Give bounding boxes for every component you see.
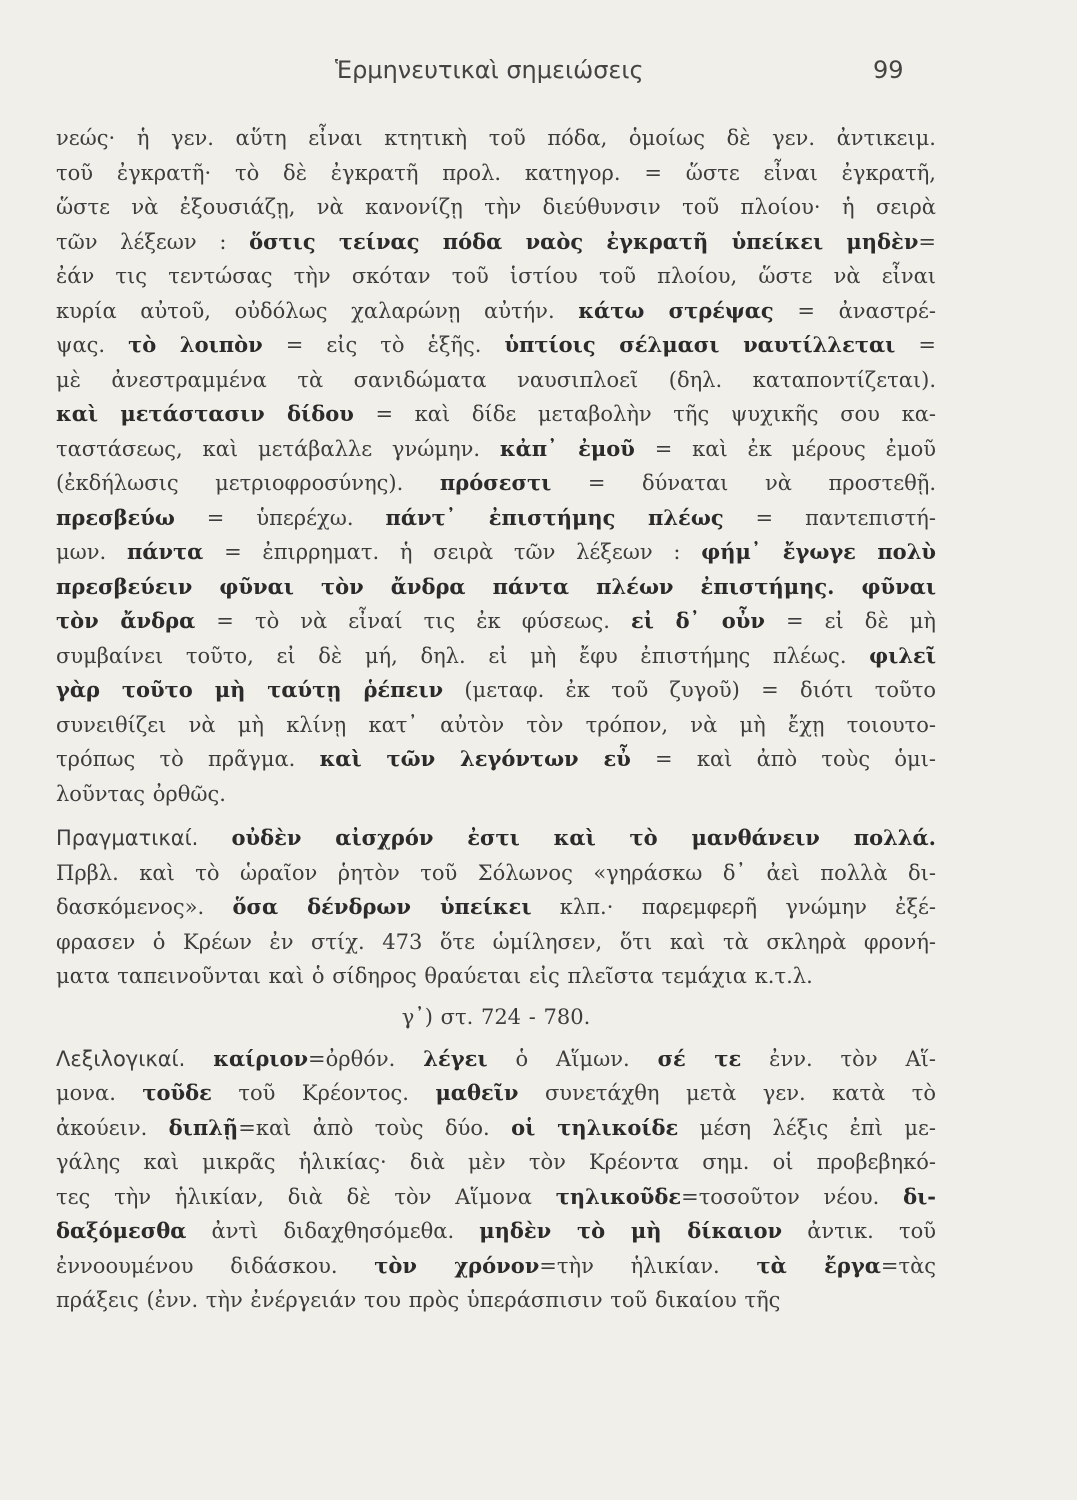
- running-title: Ἑρμηνευτικαὶ σημειώσεις: [335, 56, 644, 84]
- lemma-term: τὸν ἄνδρα: [56, 608, 196, 633]
- text-segment: μων.: [56, 540, 127, 564]
- text-segment: = ἐπιρρηματ. ἡ σειρὰ τῶν λέξεων :: [203, 540, 702, 564]
- lemma-term: οὐδὲν αἰσχρόν ἐστι καὶ τὸ μανθάνειν πολλά.: [231, 825, 936, 850]
- text-line: [56, 1111, 936, 1146]
- text-line: [56, 397, 936, 432]
- text-segment: μὲ ἀνεστραμμένα τὰ σανιδώματα ναυσιπλοεῖ (δηλ. καταποντίζεται).: [56, 367, 936, 392]
- text-segment: (ἐκδήλωσις μετριοφροσύνης).: [56, 471, 440, 495]
- lemma-term: τὸ λοιπὸν: [128, 332, 263, 357]
- page-number: 99: [873, 56, 904, 84]
- lemma-term: πρεσβεύειν φῦναι τὸν ἄνδρα πάντα πλέων ἐπιστήμης. φῦναι: [56, 573, 936, 599]
- text-line: [56, 121, 936, 156]
- lemma-term: καὶ μετάστασιν δίδου: [56, 401, 354, 426]
- text-line: [56, 190, 936, 225]
- text-line: [56, 1145, 936, 1180]
- text-line: [56, 363, 936, 398]
- text-segment: = ἀναστρέ-: [773, 298, 936, 323]
- text-line: [56, 777, 936, 812]
- text-segment: συμβαίνει τοῦτο, εἰ δὲ μή, δηλ. εἰ μὴ ἔφυ ἐπιστήμης πλέως.: [56, 643, 870, 668]
- text-segment: Λεξιλογικαί.: [56, 1046, 214, 1071]
- lemma-term: καὶ τῶν λεγόντων εὖ: [319, 746, 631, 771]
- lemma-term: φιλεῖ: [869, 642, 936, 668]
- lemma-term: διπλῇ: [168, 1114, 239, 1140]
- text-line: [56, 604, 936, 639]
- text-segment: =τὴν ἡλικίαν.: [539, 1253, 757, 1278]
- text-segment: συνετάχθη μετὰ γεν. κατὰ τὸ: [518, 1081, 936, 1105]
- text-line: [56, 1042, 936, 1077]
- text-line: [56, 432, 936, 467]
- text-line: [56, 959, 936, 994]
- text-segment: = εἰ δὲ μὴ: [764, 609, 936, 633]
- lemma-term: ὅσα δένδρων ὑπείκει: [232, 894, 532, 919]
- lemma-term: σέ τε: [657, 1045, 742, 1071]
- text-line: [56, 1180, 936, 1215]
- lemma-term: μαθεῖν: [435, 1080, 519, 1105]
- text-line: [56, 294, 936, 329]
- text-segment: =: [918, 229, 936, 254]
- text-segment: πράξεις (ἐνν. τὴν ἐνέργειάν του πρὸς ὑπεράσπισιν τοῦ δικαίου τῆς: [56, 1288, 781, 1312]
- section-heading: γ᾽) στ. 724 - 780.: [401, 1004, 591, 1029]
- text-segment: λοῦντας ὀρθῶς.: [56, 781, 226, 806]
- paragraph-commentary: [56, 121, 936, 811]
- text-line: [56, 742, 936, 777]
- lemma-term: λέγει: [423, 1045, 488, 1071]
- text-segment: ματα ταπεινοῦνται καὶ ὁ σίδηρος θραύεται εἰς πλεῖστα τεμάχια κ.τ.λ.: [56, 964, 813, 988]
- text-line: [56, 925, 936, 960]
- text-line: [56, 1076, 936, 1111]
- text-segment: νεώς· ἡ γεν. αὕτη εἶναι κτητικὴ τοῦ πόδα, ὁμοίως δὲ γεν. ἀντικειμ.: [56, 126, 936, 150]
- text-segment: =τοσοῦτον νέου.: [681, 1184, 904, 1209]
- text-segment: = καὶ ἀπὸ τοὺς ὁμι-: [630, 747, 936, 771]
- text-segment: =: [895, 333, 936, 357]
- text-segment: κλπ.· παρεμφερῆ γνώμην ἐξέ-: [531, 895, 936, 919]
- lemma-term: ὅστις τείνας πόδα ναὸς ἐγκρατῆ ὑπείκει μηδὲν: [249, 228, 919, 254]
- paragraph-pragmatikai: [56, 821, 936, 994]
- text-segment: δασκόμενος».: [56, 895, 233, 919]
- text-line: [56, 535, 936, 570]
- text-segment: = καὶ ἐκ μέρους ἐμοῦ: [634, 436, 936, 461]
- text-segment: =τὰς: [880, 1253, 936, 1278]
- text-segment: ἐννοουμένου διδάσκου.: [56, 1253, 375, 1278]
- text-line: [56, 225, 936, 260]
- lemma-term: κἀπ᾽ ἐμοῦ: [499, 435, 635, 461]
- text-segment: Πρβλ. καὶ τὸ ὡραῖον ῥητὸν τοῦ Σόλωνος «γηράσκω δ᾽ ἀεὶ πολλὰ δι-: [56, 860, 936, 885]
- text-segment: συνειθίζει νὰ μὴ κλίνῃ κατ᾽ αὐτὸν τὸν τρόπον, νὰ μὴ ἔχῃ τοιουτο-: [56, 712, 936, 737]
- lemma-term: πρεσβεύω: [56, 504, 175, 530]
- text-segment: τρόπως τὸ πρᾶγμα.: [56, 747, 320, 771]
- text-line: [56, 570, 936, 605]
- text-segment: = τὸ νὰ εἶναί τις ἐκ φύσεως.: [195, 609, 631, 633]
- text-line: [56, 156, 936, 191]
- body-text: [56, 121, 936, 1318]
- text-segment: ὥστε νὰ ἐξουσιάζῃ, νὰ κανονίζῃ τὴν διεύθυνσιν τοῦ πλοίου· ἡ σειρὰ: [56, 195, 936, 219]
- text-segment: ὁ Αἵμων.: [487, 1046, 658, 1071]
- lemma-term: πάντ᾽ ἐπιστήμης πλέως: [385, 504, 724, 530]
- text-segment: φρασεν ὁ Κρέων ἐν στίχ. 473 ὅτε ὡμίλησεν, ὅτι καὶ τὰ σκληρὰ φρονή-: [56, 929, 936, 954]
- lemma-term: καίριον: [213, 1045, 309, 1071]
- lemma-term: φήμ᾽ ἔγωγε πολὺ: [701, 539, 936, 564]
- text-line: [56, 890, 936, 925]
- lemma-term: μηδὲν τὸ μὴ δίκαιον: [479, 1218, 783, 1243]
- text-segment: ἐάν τις τεντώσας τὴν σκόταν τοῦ ἱστίου τοῦ πλοίου, ὥστε νὰ εἶναι: [56, 264, 936, 288]
- text-line: [56, 821, 936, 856]
- text-line: [56, 259, 936, 294]
- text-segment: τοῦ ἐγκρατῆ· τὸ δὲ ἐγκρατῆ προλ. κατηγορ. = ὥστε εἶναι ἐγκρατῆ,: [56, 160, 936, 185]
- text-segment: τῶν λέξεων :: [56, 229, 250, 254]
- text-line: [56, 708, 936, 743]
- lemma-term: τὸν χρόνον: [374, 1252, 540, 1278]
- lemma-term: γὰρ τοῦτο μὴ ταύτῃ ῥέπειν: [56, 677, 444, 702]
- text-segment: = καὶ δίδε μεταβολὴν τῆς ψυχικῆς σου κα-: [353, 402, 936, 426]
- text-segment: τοῦ Κρέοντος.: [211, 1081, 436, 1105]
- page-header: [0, 56, 1077, 96]
- lemma-term: πρόσεστι: [439, 470, 552, 495]
- text-segment: ἐνν. τὸν Αἵ-: [741, 1046, 936, 1071]
- text-line: [56, 501, 936, 536]
- text-segment: ἀντικ. τοῦ: [782, 1219, 936, 1243]
- text-segment: γάλης καὶ μικρᾶς ἡλικίας· διὰ μὲν τὸν Κρέοντα σημ. οἱ προβεβηκό-: [56, 1150, 936, 1174]
- text-segment: μονα.: [56, 1081, 143, 1105]
- text-segment: (μεταφ. ἐκ τοῦ ζυγοῦ) = διότι τοῦτο: [443, 678, 936, 702]
- text-segment: ἀντὶ διδαχθησόμεθα.: [186, 1219, 480, 1243]
- text-segment: ἀκούειν.: [56, 1115, 169, 1140]
- text-line: [56, 639, 936, 674]
- text-line: [56, 466, 936, 501]
- text-line: [56, 1283, 936, 1318]
- text-segment: ταστάσεως, καὶ μετάβαλλε γνώμην.: [56, 436, 500, 461]
- text-line: [56, 856, 936, 891]
- text-line: [56, 673, 936, 708]
- lemma-term: εἰ δ᾽ οὖν: [631, 608, 765, 633]
- text-segment: κυρία αὐτοῦ, οὐδόλως χαλαρώνῃ αὐτήν.: [56, 298, 579, 323]
- text-segment: ψας.: [56, 333, 129, 357]
- text-line: [56, 1214, 936, 1249]
- text-line: [56, 1249, 936, 1284]
- lemma-term: δι-: [903, 1183, 936, 1209]
- lemma-term: κάτω στρέψας: [578, 297, 774, 323]
- paragraph-lexilogikai: [56, 1042, 936, 1318]
- lemma-term: πάντα: [126, 539, 204, 564]
- text-segment: =ὀρθόν.: [308, 1046, 424, 1071]
- text-segment: τες τὴν ἡλικίαν, διὰ δὲ τὸν Αἵμονα: [56, 1184, 556, 1209]
- text-segment: = παντεπιστή-: [723, 505, 936, 530]
- lemma-term: δαξόμεσθα: [56, 1218, 187, 1243]
- text-segment: = εἰς τὸ ἑξῆς.: [262, 333, 505, 357]
- text-segment: = ὑπερέχω.: [174, 505, 386, 530]
- text-segment: = δύναται νὰ προστεθῇ.: [551, 471, 936, 495]
- text-line: [56, 328, 936, 363]
- lemma-term: τοῦδε: [142, 1080, 212, 1105]
- lemma-term: τὰ ἔργα: [756, 1252, 881, 1278]
- text-segment: Πραγματικαί.: [56, 826, 232, 850]
- text-segment: μέση λέξις ἐπὶ με-: [678, 1115, 936, 1140]
- text-segment: =καὶ ἀπὸ τοὺς δύο.: [238, 1115, 512, 1140]
- lemma-term: ὑπτίοις σέλμασι ναυτίλλεται: [504, 332, 896, 357]
- lemma-term: τηλικοῦδε: [555, 1183, 682, 1209]
- lemma-term: οἱ τηλικοίδε: [511, 1114, 679, 1140]
